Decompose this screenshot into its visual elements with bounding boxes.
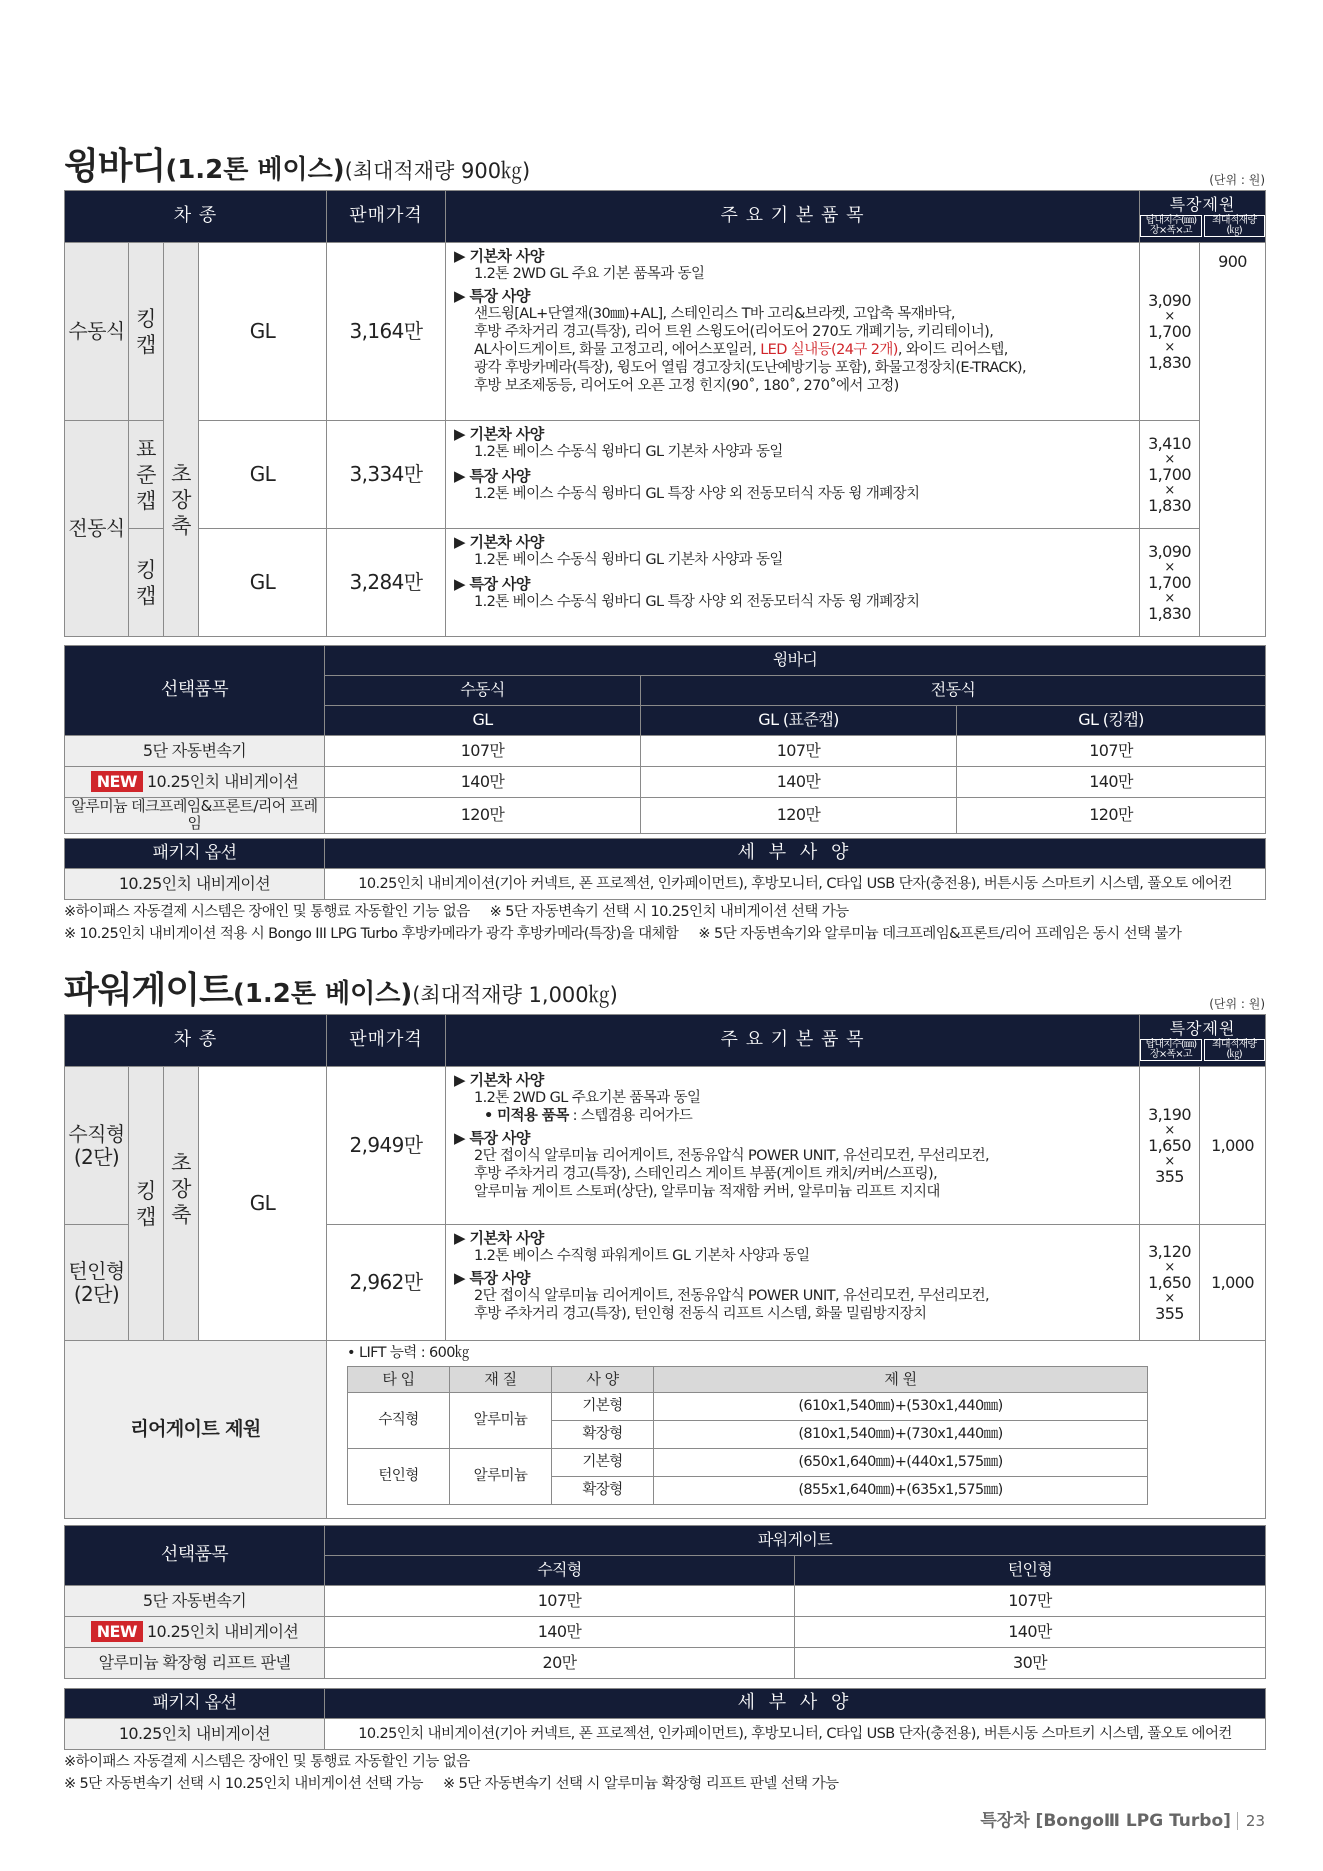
opt-col: GL (킹캡)	[957, 706, 1266, 736]
power-title: 파워게이트(1.2톤 베이스)(최대적재량 1,000㎏)	[64, 970, 618, 1011]
col-spec: 특장제원 탑내치수(㎜) 장×폭×고 최대적재량 (㎏)	[1140, 191, 1266, 243]
pkg-detail-head: 세 부 사 양	[325, 839, 1266, 869]
page-number: 23	[1237, 1812, 1265, 1830]
opt-col: GL (표준캡)	[641, 706, 957, 736]
spec-load: 최대적재량 (㎏)	[1204, 1039, 1265, 1061]
load: 1,000	[1200, 1225, 1266, 1341]
features-cell: ▶ 기본차 사양 1.2톤 2WD GL 주요 기본 품목과 동일 ▶ 특장 사양 샌드윙[AL+단열재(30㎜)+AL], 스테인리스 T바 고리&브라켓, 고압축 목재바닥, 후방 주차거리 경고(특장), 리어 트윈 스윙도어(리어도어 270도 개폐기능, 키리테이너), AL사이드게이트, 화물 고정고리, 에어스포일러, LED 실내등(24구 2개), 와이드 리어스텝, 광각 후방카메라(특장), 윙도어 열림 경고장치(도난예방기능 포함), 화물고정장치(E-TRACK), 후방 보조제동등, 리어도어 오픈 고정 힌지(90˚, 180˚, 270˚에서 고정)	[446, 243, 1140, 421]
lift-capacity: • LIFT 능력 : 600㎏	[347, 1345, 469, 1361]
opt-price: 30만	[795, 1648, 1266, 1679]
cab-king: 킹 캡	[129, 243, 164, 421]
opt-col: 턴인형	[795, 1556, 1266, 1586]
col-model: 차 종	[65, 1015, 327, 1067]
pkg-detail: 10.25인치 내비게이션(기아 커넥트, 폰 프로젝션, 인카페이먼트), 후방모니터, C타입 USB 단자(충전용), 버튼시동 스마트키 시스템, 풀오토 에어컨	[325, 869, 1266, 900]
price: 3,334만	[327, 421, 446, 529]
opt-price: 120만	[957, 798, 1266, 834]
cat-turnin: 턴인형 (2단)	[65, 1225, 129, 1341]
spec-dim: 탑내치수(㎜) 장×폭×고	[1140, 1039, 1201, 1061]
cab-std: 표 준 캡	[129, 421, 164, 529]
note: ※하이패스 자동결제 시스템은 장애인 및 통행료 자동할인 기능 없음	[64, 1754, 470, 1770]
features-cell: ▶ 기본차 사양 1.2톤 베이스 수동식 윙바디 GL 기본차 사양과 동일 ▶ 특장 사양 1.2톤 베이스 수동식 윙바디 GL 특장 사양 외 전동모터식 자동 윙 개폐장치	[446, 421, 1140, 529]
col-spec: 특장제원 탑내치수(㎜) 장×폭×고 최대적재량 (㎏)	[1140, 1015, 1266, 1067]
col-features: 주 요 기 본 품 목	[446, 191, 1140, 243]
pkg-detail: 10.25인치 내비게이션(기아 커넥트, 폰 프로젝션, 인카페이먼트), 후방모니터, C타입 USB 단자(충전용), 버튼시동 스마트키 시스템, 풀오토 에어컨	[325, 1719, 1266, 1750]
rear-spec-table: 타 입 재 질 사 양 제 원 수직형 알루미늄 기본형 (610x1,540㎜)+(530x1,440㎜) 확장형 (810x1,540㎜)+(730x1,440㎜) 턴인형 알루미늄 기본형 (650x1,640㎜)+(440x1,575㎜) 확장형 (855x1,640㎜)+(635x1,575㎜)	[347, 1366, 1148, 1505]
chassis-long: 초 장 축	[164, 243, 199, 637]
trim: GL	[199, 421, 327, 529]
spec-dims: 3,190 × 1,650 × 355	[1140, 1067, 1200, 1225]
spec-dim: 탑내치수(㎜) 장×폭×고	[1140, 215, 1201, 237]
opt-price: 140만	[641, 767, 957, 798]
opt-price: 20만	[325, 1648, 795, 1679]
opt-col: 수직형	[325, 1556, 795, 1586]
col-features: 주 요 기 본 품 목	[446, 1015, 1140, 1067]
trim: GL	[199, 243, 327, 421]
opt-item: NEW 10.25인치 내비게이션	[65, 1617, 325, 1648]
features-cell: ▶ 기본차 사양 1.2톤 베이스 수직형 파워게이트 GL 기본차 사양과 동일 ▶ 특장 사양 2단 접이식 알루미늄 리어게이트, 전동유압식 POWER UNIT, 유선리모컨, 무선리모컨, 후방 주차거리 경고(특장), 턴인형 전동식 리프트 시스템, 화물 밀림방지장치	[446, 1225, 1140, 1341]
opt-price: 120만	[325, 798, 641, 834]
col-price: 판매가격	[327, 1015, 446, 1067]
cab-king: 킹 캡	[129, 1067, 164, 1341]
opt-label: 선택품목	[65, 1526, 325, 1586]
price: 3,164만	[327, 243, 446, 421]
opt-price: 140만	[795, 1617, 1266, 1648]
opt-price: 107만	[641, 736, 957, 767]
pkg-name: 10.25인치 내비게이션	[65, 1719, 325, 1750]
cat-vertical: 수직형 (2단)	[65, 1067, 129, 1225]
power-main-table	[64, 1014, 1266, 1519]
opt-price: 107만	[795, 1586, 1266, 1617]
features-cell: ▶ 기본차 사양 1.2톤 2WD GL 주요기본 품목과 동일 • 미적용 품목 : 스텝겸용 리어가드 ▶ 특장 사양 2단 접이식 알루미늄 리어게이트, 전동유압식 POWER UNIT, 유선리모컨, 무선리모컨, 후방 주차거리 경고(특장), 스테인리스 게이트 부품(게이트 캐치/커버/스프링), 알루미늄 게이트 스토퍼(상단), 알루미늄 적재함 커버, 알루미늄 리프트 지지대	[446, 1067, 1140, 1225]
opt-manual: 수동식	[325, 676, 641, 706]
pkg-label: 패키지 옵션	[65, 1689, 325, 1719]
opt-item: NEW 10.25인치 내비게이션	[65, 767, 325, 798]
new-badge: NEW	[91, 1621, 143, 1642]
opt-price: 107만	[325, 1586, 795, 1617]
opt-electric: 전동식	[641, 676, 1266, 706]
wing-option-table	[64, 645, 1266, 834]
cat-manual: 수동식	[65, 243, 129, 421]
opt-col: GL	[325, 706, 641, 736]
power-option-table	[64, 1525, 1266, 1679]
col-model: 차 종	[65, 191, 327, 243]
opt-label: 선택품목	[65, 646, 325, 736]
spec-dims: 3,090 × 1,700 × 1,830	[1140, 529, 1200, 637]
opt-item: 5단 자동변속기	[65, 1586, 325, 1617]
opt-price: 140만	[957, 767, 1266, 798]
spec-dims: 3,090 × 1,700 × 1,830	[1140, 243, 1200, 421]
wing-unit: (단위 : 원)	[1209, 173, 1265, 187]
load: 1,000	[1200, 1067, 1266, 1225]
note: ※ 5단 자동변속기 선택 시 10.25인치 내비게이션 선택 가능 ※ 5단 자동변속기 선택 시 알루미늄 확장형 리프트 판넬 선택 가능	[64, 1776, 839, 1792]
features-cell: ▶ 기본차 사양 1.2톤 베이스 수동식 윙바디 GL 기본차 사양과 동일 ▶ 특장 사양 1.2톤 베이스 수동식 윙바디 GL 특장 사양 외 전동모터식 자동 윙 개폐장치	[446, 529, 1140, 637]
wing-main-table	[64, 190, 1266, 637]
opt-item: 5단 자동변속기	[65, 736, 325, 767]
power-package-table	[64, 1688, 1266, 1750]
power-unit: (단위 : 원)	[1209, 997, 1265, 1011]
chassis-long: 초 장 축	[164, 1067, 199, 1341]
rear-label: 리어게이트 제원	[65, 1341, 327, 1519]
opt-price: 107만	[325, 736, 641, 767]
price: 2,962만	[327, 1225, 446, 1341]
spec-dims: 3,410 × 1,700 × 1,830	[1140, 421, 1200, 529]
opt-price: 140만	[325, 767, 641, 798]
opt-item: 알루미늄 데크프레임&프론트/리어 프레임	[65, 798, 325, 834]
wing-title: 윙바디(1.2톤 베이스)(최대적재량 900㎏)	[64, 146, 531, 187]
col-price: 판매가격	[327, 191, 446, 243]
load: 900	[1200, 243, 1266, 637]
trim: GL	[199, 1067, 327, 1341]
pkg-name: 10.25인치 내비게이션	[65, 869, 325, 900]
note: ※하이패스 자동결제 시스템은 장애인 및 통행료 자동할인 기능 없음 ※ 5단 자동변속기 선택 시 10.25인치 내비게이션 선택 가능	[64, 904, 849, 920]
cab-king: 킹 캡	[129, 529, 164, 637]
spec-dims: 3,120 × 1,650 × 355	[1140, 1225, 1200, 1341]
opt-price: 120만	[641, 798, 957, 834]
opt-price: 107만	[957, 736, 1266, 767]
pkg-label: 패키지 옵션	[65, 839, 325, 869]
price: 3,284만	[327, 529, 446, 637]
cat-electric: 전동식	[65, 421, 129, 637]
trim: GL	[199, 529, 327, 637]
page-footer: 특장차 [BongoⅢ LPG Turbo] 23	[980, 1811, 1265, 1831]
new-badge: NEW	[91, 771, 143, 792]
price: 2,949만	[327, 1067, 446, 1225]
wing-package-table	[64, 838, 1266, 900]
opt-item: 알루미늄 확장형 리프트 판넬	[65, 1648, 325, 1679]
opt-group: 윙바디	[325, 646, 1266, 676]
opt-group: 파워게이트	[325, 1526, 1266, 1556]
rear-spec-cell	[327, 1341, 1266, 1519]
opt-price: 140만	[325, 1617, 795, 1648]
note: ※ 10.25인치 내비게이션 적용 시 Bongo III LPG Turbo 후방카메라가 광각 후방카메라(특장)을 대체함 ※ 5단 자동변속기와 알루미늄 데크프레임&프론트/리어 프레임은 동시 선택 불가	[64, 926, 1182, 942]
pkg-detail-head: 세 부 사 양	[325, 1689, 1266, 1719]
spec-load: 최대적재량 (㎏)	[1204, 215, 1265, 237]
